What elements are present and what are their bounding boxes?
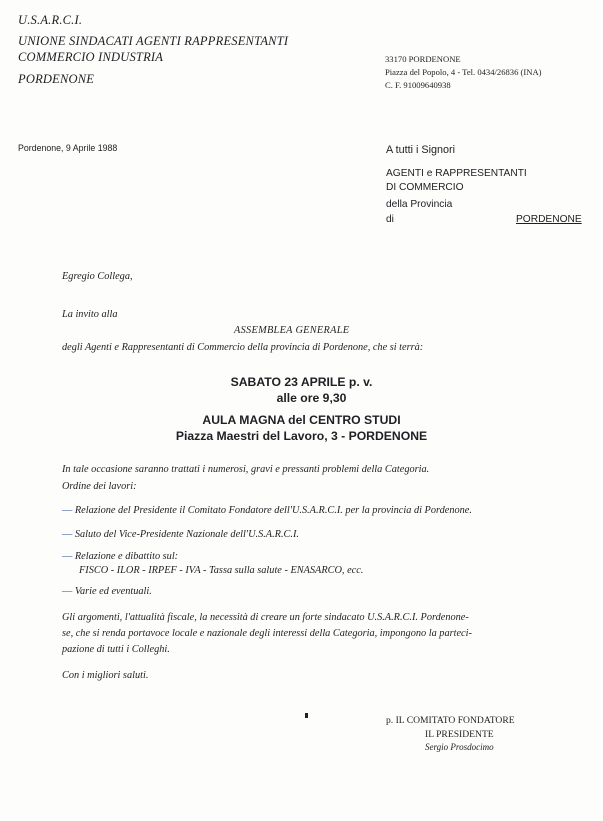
agenda-item-text: FISCO - ILOR - IRPEF - IVA - Tassa sulla salute - ENASARCO, ecc. <box>79 565 364 576</box>
address-street-phone: Piazza del Popolo, 4 - Tel. 0434/26836 (INA) <box>385 67 542 77</box>
closing-para-line1: Gli argomenti, l'attualità fiscale, la necessità di creare un forte sindacato U.S.A.R.C.I. Pordenone- <box>62 612 469 623</box>
greeting: Egregio Collega, <box>62 271 133 282</box>
venue-address: Piazza Maestri del Lavoro, 3 - PORDENONE <box>175 429 428 443</box>
signature-name: Sergio Prosdocimo <box>425 742 494 752</box>
org-name-line2: COMMERCIO INDUSTRIA <box>18 50 164 64</box>
closing-para-line3: pazione di tutti i Colleghi. <box>62 644 170 655</box>
agenda-dash: — <box>62 586 73 597</box>
agenda-dash: — <box>62 505 73 516</box>
agenda-item-text: Relazione del Presidente il Comitato Fondatore dell'U.S.A.R.C.I. per la provincia di Pordenone. <box>74 505 472 516</box>
agenda-heading: Ordine dei lavori: <box>62 481 137 492</box>
signature-committee: p. IL COMITATO FONDATORE <box>386 715 515 726</box>
invite-text: La invito alla <box>62 309 118 320</box>
recipient-to: A tutti i Signori <box>386 144 456 156</box>
org-city: PORDENONE <box>18 72 95 86</box>
assembly-subtitle: degli Agenti e Rappresentanti di Commercio della provincia di Pordenone, che si terrà: <box>62 342 424 353</box>
agenda-item-3-detail <box>79 565 363 576</box>
date-line: Pordenone, 9 Aprile 1988 <box>18 143 118 153</box>
venue-name: AULA MAGNA del CENTRO STUDI <box>202 413 401 427</box>
address-tax-code: C. F. 91009640938 <box>385 80 451 90</box>
agenda-item-1 <box>62 505 472 516</box>
address-postal: 33170 PORDENONE <box>385 54 461 64</box>
event-date: SABATO 23 APRILE p. v. <box>230 375 373 389</box>
agenda-item-text: Saluto del Vice-Presidente Nazionale dell'U.S.A.R.C.I. <box>74 529 299 540</box>
agenda-item-text: Varie ed eventuali. <box>74 586 152 597</box>
recipient-line2: DI COMMERCIO <box>386 182 464 193</box>
regards: Con i migliori saluti. <box>62 670 149 681</box>
event-time: alle ore 9,30 <box>276 391 347 405</box>
intro-text: In tale occasione saranno trattati i numerosi, gravi e pressanti problemi della Categoria. <box>62 464 430 475</box>
agenda-dash: — <box>62 529 73 540</box>
org-name-line1: UNIONE SINDACATI AGENTI RAPPRESENTANTI <box>18 34 289 48</box>
agenda-item-2 <box>62 529 299 540</box>
signature-president: IL PRESIDENTE <box>425 729 494 740</box>
org-acronym: U.S.A.R.C.I. <box>18 13 83 27</box>
agenda-dash: — <box>62 551 73 562</box>
ink-mark <box>305 713 308 718</box>
assembly-title: ASSEMBLEA GENERALE <box>234 325 350 336</box>
closing-para-line2: se, che si renda portavoce locale e nazionale degli interessi della Categoria, impongono la parteci- <box>62 628 472 639</box>
recipient-line1: AGENTI e RAPPRESENTANTI <box>386 168 527 179</box>
recipient-di: di <box>386 214 394 225</box>
agenda-item-4 <box>62 586 152 597</box>
recipient-city: PORDENONE <box>516 214 582 225</box>
agenda-item-text: Relazione e dibattito sul: <box>74 551 179 562</box>
agenda-item-3 <box>62 551 178 562</box>
recipient-line3: della Provincia <box>386 199 453 210</box>
